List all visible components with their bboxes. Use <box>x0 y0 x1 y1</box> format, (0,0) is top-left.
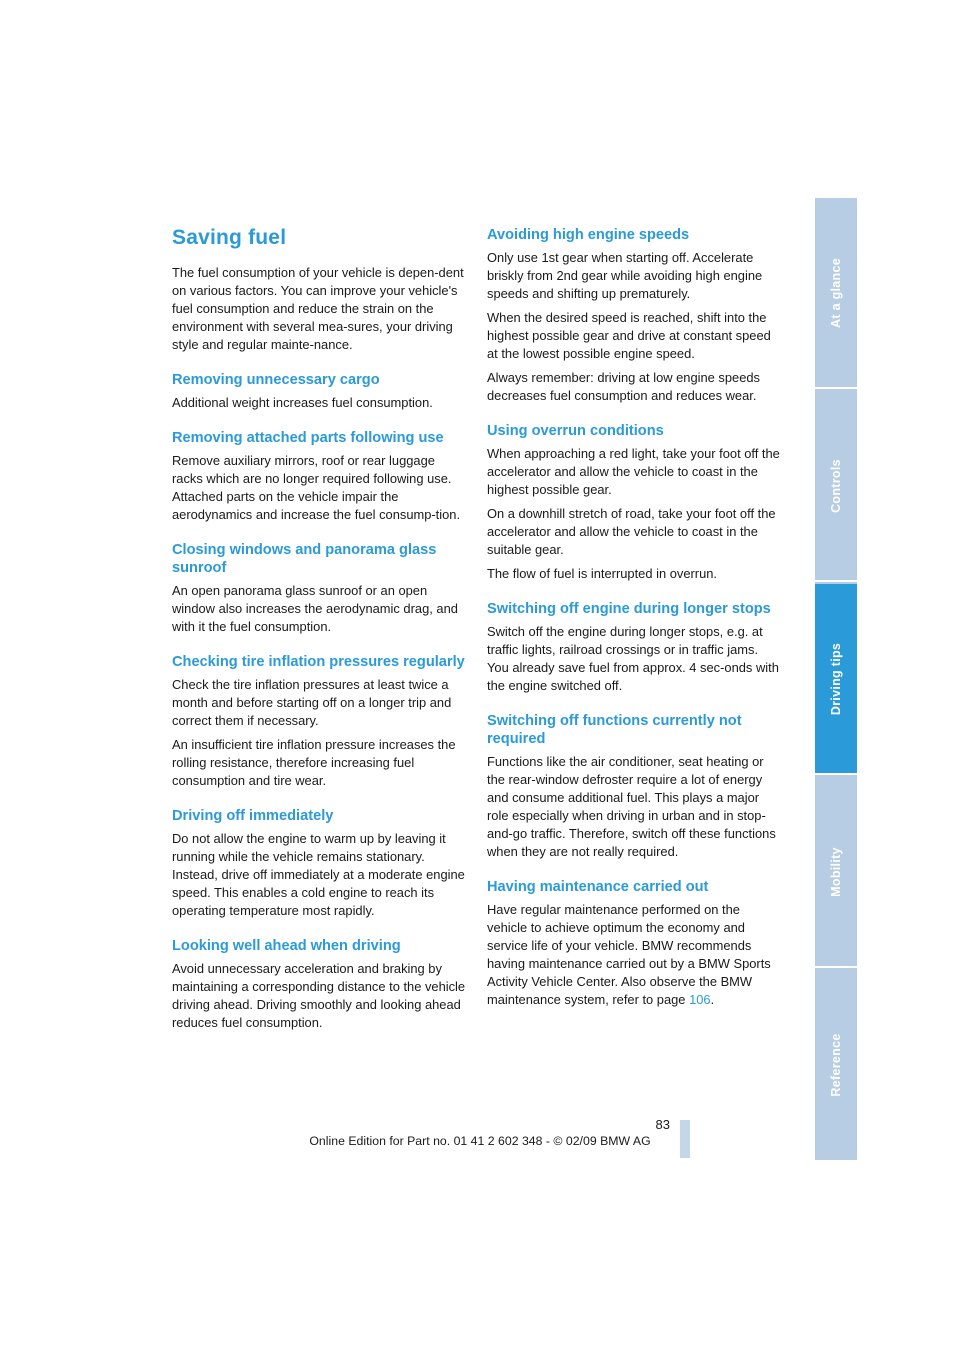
section-heading: Removing unnecessary cargo <box>172 372 380 388</box>
section-heading: Checking tire inflation pressures regularly <box>172 654 465 670</box>
tab-label: Driving tips <box>829 642 843 715</box>
tab-label: At a glance <box>829 257 843 328</box>
section-paragraph: Do not allow the engine to warm up by leaving it running while the vehicle remains stationary. Instead, drive off immediately at a moderate engine speed. This enables a cold engine to reach its operating temperature most rapidly. <box>172 831 465 918</box>
section-heading: Closing windows and panorama glass sunroof <box>172 542 437 576</box>
section-paragraph: An insufficient tire inflation pressure increases the rolling resistance, therefore increasing fuel consumption and tire wear. <box>172 737 456 788</box>
tab-controls[interactable] <box>815 391 857 582</box>
section-paragraph: On a downhill stretch of road, take your foot off the accelerator and allow the vehicle to coast in the suitable gear. <box>487 506 776 557</box>
section-paragraph: Additional weight increases fuel consumption. <box>172 395 433 410</box>
section-heading: Having maintenance carried out <box>487 879 709 895</box>
section-paragraph: When the desired speed is reached, shift into the highest possible gear and drive at constant speed at the lowest possible engine speed. <box>487 310 771 361</box>
page-reference-link[interactable]: 106 <box>689 992 711 1007</box>
section-paragraph: The flow of fuel is interrupted in overrun. <box>487 566 717 581</box>
tab-label: Mobility <box>829 846 843 897</box>
footer-edition-note: Online Edition for Part no. 01 41 2 602 348 - © 02/09 BMW AG <box>309 1134 651 1148</box>
tab-mobility[interactable] <box>815 777 857 968</box>
section-paragraph: Avoid unnecessary acceleration and braking by maintaining a corresponding distance to the vehicle driving ahead. Driving smoothly and looking ahead reduces fuel consumption. <box>172 961 466 1030</box>
section-paragraph: Check the tire inflation pressures at least twice a month and before starting off on a longer trip and correct them if necessary. <box>172 677 452 728</box>
chapter-tabs <box>815 198 857 1160</box>
section-paragraph: Only use 1st gear when starting off. Accelerate briskly from 2nd gear while avoiding high engine speeds and shifting up prematurely. <box>487 250 763 301</box>
tab-at-a-glance[interactable] <box>815 198 857 389</box>
section-paragraph: An open panorama glass sunroof or an open window also increases the aerodynamic drag, and with it the fuel consumption. <box>172 583 458 634</box>
tab-driving-tips[interactable] <box>815 584 857 775</box>
section-paragraph: Remove auxiliary mirrors, roof or rear luggage racks which are no longer required following use. Attached parts on the vehicle impair the aerodynamics and increase the fuel consump-tion. <box>172 453 461 522</box>
section-heading: Switching off functions currently not required <box>487 713 742 747</box>
section-heading: Looking well ahead when driving <box>172 938 401 954</box>
section-paragraph: Always remember: driving at low engine speeds decreases fuel consumption and reduces wear. <box>487 370 760 403</box>
right-column <box>487 226 782 1015</box>
tab-label: Controls <box>829 458 843 513</box>
section-heading: Removing attached parts following use <box>172 430 444 446</box>
section-heading: Avoiding high engine speeds <box>487 227 690 243</box>
page-title: Saving fuel <box>172 226 287 249</box>
footer-bar <box>680 1120 690 1158</box>
intro-paragraph: The fuel consumption of your vehicle is depen-dent on various factors. You can improve your vehicle's fuel consumption and reduce the strain on the environment with several mea-sures, your driving style and regular mainte-nance. <box>172 265 464 352</box>
paragraph-end: . <box>710 992 715 1007</box>
page-number: 83 <box>655 1117 670 1132</box>
section-paragraph: Functions like the air conditioner, seat heating or the rear-window defroster require a lot of energy and consume additional fuel. This plays a major role especially when driving in urban and in stop-and-go traffic. Therefore, switch off these functions when they are not really required. <box>487 754 776 859</box>
section-paragraph-with-link <box>487 901 782 1009</box>
tab-reference[interactable] <box>815 970 857 1160</box>
section-heading: Using overrun conditions <box>487 423 664 439</box>
section-heading: Switching off engine during longer stops <box>487 601 771 617</box>
section-heading: Driving off immediately <box>172 808 334 824</box>
tab-label: Reference <box>829 1033 843 1097</box>
paragraph-text: Have regular maintenance performed on the vehicle to achieve optimum the economy and service life of your vehicle. BMW recommends having maintenance carried out by a BMW Sports Activity Vehicle Center. Also observe the BMW maintenance system, refer to page <box>487 902 771 1007</box>
section-paragraph: Switch off the engine during longer stops, e.g. at traffic lights, railroad crossings or in traffic jams. You already save fuel from approx. 4 sec-onds with the engine switched off. <box>487 624 779 693</box>
left-column <box>172 226 467 1038</box>
section-paragraph: When approaching a red light, take your foot off the accelerator and allow the vehicle to coast in the highest possible gear. <box>487 446 780 497</box>
